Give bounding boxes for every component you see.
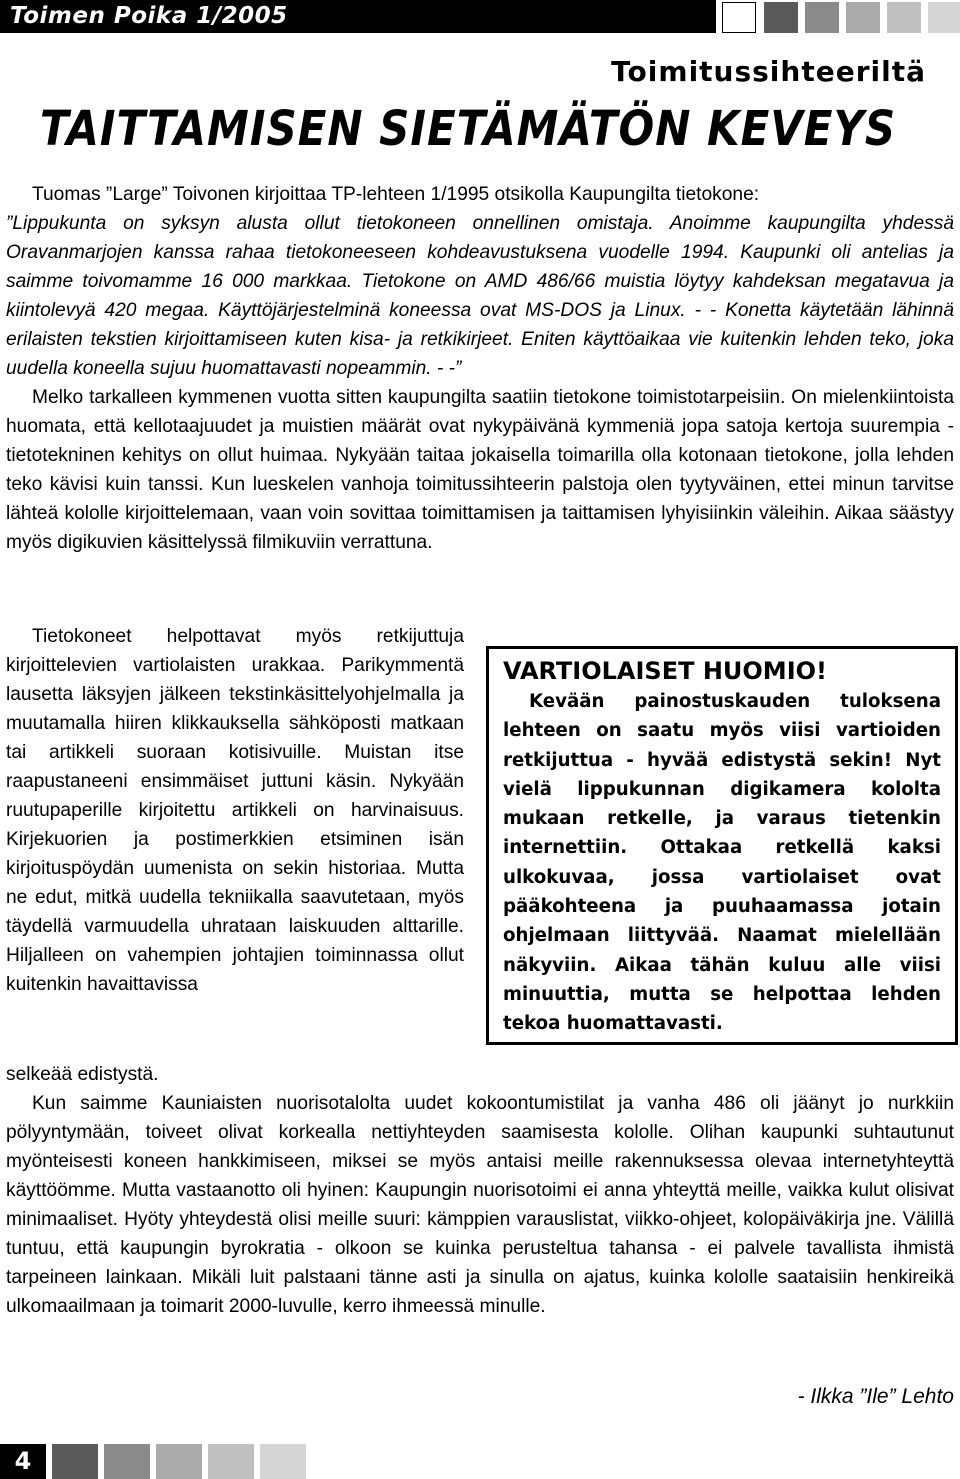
footer-square	[52, 1444, 98, 1479]
footer-square	[208, 1444, 254, 1479]
callout-title: VARTIOLAISET HUOMIO!	[503, 657, 827, 685]
section-heading: Toimitussihteeriltä	[611, 55, 926, 88]
page-footer	[0, 1444, 960, 1479]
header-square	[764, 2, 798, 33]
footer-square	[260, 1444, 306, 1479]
footer-square	[156, 1444, 202, 1479]
header-square	[846, 2, 880, 33]
callout-body	[503, 687, 941, 1039]
article-headline: TAITTAMISEN SIETÄMÄTÖN KEVEYS	[40, 100, 897, 157]
callout-box	[486, 646, 958, 1045]
article-intro	[6, 180, 954, 557]
header-square	[722, 2, 756, 33]
closing-paragraph: Kun saimme Kauniaisten nuorisotalolta uudet kokoontumistilat ja vanha 486 oli jäänyt jo nurkkiin pölyyntymään, toiveet olivat korkealla nettiyhteyden saamisesta kololle. Olihan kaupunki suhtautunut myönteisesti koneen hankkimiseen, miksei se myös antaisi meille rakennuksessa olevaa internetyhteyttä käyttöömme. Mutta vastaanotto oli hyinen: Kaupungin nuorisotoimi ei anna yhteyttä meille, vaikka kulut olisivat minimaaliset. Hyöty yhteydestä olisi meille suuri: kämppien varauslistat, viikko-ohjeet, kolopäiväkirja jne. Välillä tuntuu, että kaupungin byrokratia - olkoon se kuinka perusteltua tahansa - ei palvele tavallista ihmistä tarpeineen lainkaan. Mikäli luit palstaani tänne asti ja sinulla on ajatus, kuinka kololle saataisiin henkireikä ulkomaailmaan ja toimarit 2000-luvulle, kerro ihmeessä minulle.	[6, 1093, 954, 1317]
column-paragraph: Tietokoneet helpottavat myös retkijuttuja kirjoittelevien vartiolaisten urakkaa. Parikymmentä lausetta läksyjen jälkeen tekstinkäsittelyohjelmalla ja muutamalla hiiren klikkauksella sähköposti matkaan tai artikkeli suoraan kotisivuille. Muistan itse raapustaneeni ensimmäiset juttuni käsin. Nykyään ruutupaperille kirjoitettu artikkeli on harvinaisuus. Kirjekuorien ja postimerkkien etsiminen isän kirjoituspöydän uumenista on sekin historiaa. Mutta ne edut, mitkä uudella tekniikalla saavutetaan, myös täydellä varmuudella uhrataan laiskuuden alttarille. Hiljalleen on vahempien johtajien toiminnassa ollut kuitenkin havaittavissa	[6, 626, 464, 995]
header-square	[805, 2, 839, 33]
quoted-article: ”Lippukunta on syksyn alusta ollut tietokoneen onnellinen omistaja. Anoimme kaupungilta yhdessä Oravanmarjojen kanssa rahaa tietokoneeseen kohdeavustuksena vuodelle 1994. Kaupunki oli antelias ja saimme toivomamme 16 000 markkaa. Tietokone on AMD 486/66 muistia löytyy kahdeksan megatavua ja kiintolevyä 420 megaa. Käyttöjärjestelminä koneessa ovat MS-DOS ja Linux. - - Konetta käytetään lähinnä erilaisten tekstien kirjoittamiseen kuten kisa- ja retkikirjeet. Eniten käyttöaikaa vie kuitenkin lehden teko, joka uudella koneella sujuu huomattavasti nopeammin. - -”	[6, 213, 954, 379]
page-number: 4	[0, 1444, 46, 1479]
column-tail: selkeää edistystä.	[6, 1064, 159, 1085]
intro-paragraph: Tuomas ”Large” Toivonen kirjoittaa TP-lehteen 1/1995 otsikolla Kaupungilta tietokone:	[32, 184, 760, 205]
header-square	[928, 2, 960, 33]
left-column	[6, 622, 464, 999]
footer-square	[104, 1444, 150, 1479]
page-header	[0, 0, 960, 33]
header-bar	[0, 0, 716, 33]
publication-title: Toimen Poika 1/2005	[10, 3, 288, 29]
callout-text: Kevään painostuskauden tuloksena lehteen on saatu myös viisi vartioiden retkijuttua - hyvää edistystä sekin! Nyt vielä lippukunnan digikamera kololta mukaan retkelle, ja varaus tietenkin internettiin. Ottakaa retkellä kaksi ulkokuvaa, jossa vartiolaiset ovat pääkohteena ja puuhaamassa jotain ohjelmaan liittyvää. Naamat mielellään näkyviin. Aikaa tähän kuluu alle viisi minuuttia, mutta se helpottaa lehden tekoa huomattavasti.	[503, 691, 941, 1035]
header-square	[887, 2, 921, 33]
body-paragraph: Melko tarkalleen kymmenen vuotta sitten kaupungilta saatiin tietokone toimistotarpeisiin. On mielenkiintoista huomata, että kellotaajuudet ja muistien määrät ovat nykypäivänä kymmeniä jopa satoja kertoja suurempia - tietotekninen kehitys on ollut huimaa. Nykyään taitaa jokaisella toimarilla olla kotonaan tietokone, jolla lehden teko kävisi kuin tanssi. Kun lueskelen vanhoja toimitussihteerin palstoja olen tyytyväinen, ettei minun tarvitse lähteä kololle kirjoittelemaan, vaan voin sovittaa toimittamisen ja taittamisen lyhyisiinkin väleihin. Aikaa säästyy myös digikuvien käsittelyssä filmikuviin verrattuna.	[6, 387, 954, 553]
author-signature: - Ilkka ”Ile” Lehto	[797, 1385, 954, 1408]
closing-text	[6, 1089, 954, 1321]
